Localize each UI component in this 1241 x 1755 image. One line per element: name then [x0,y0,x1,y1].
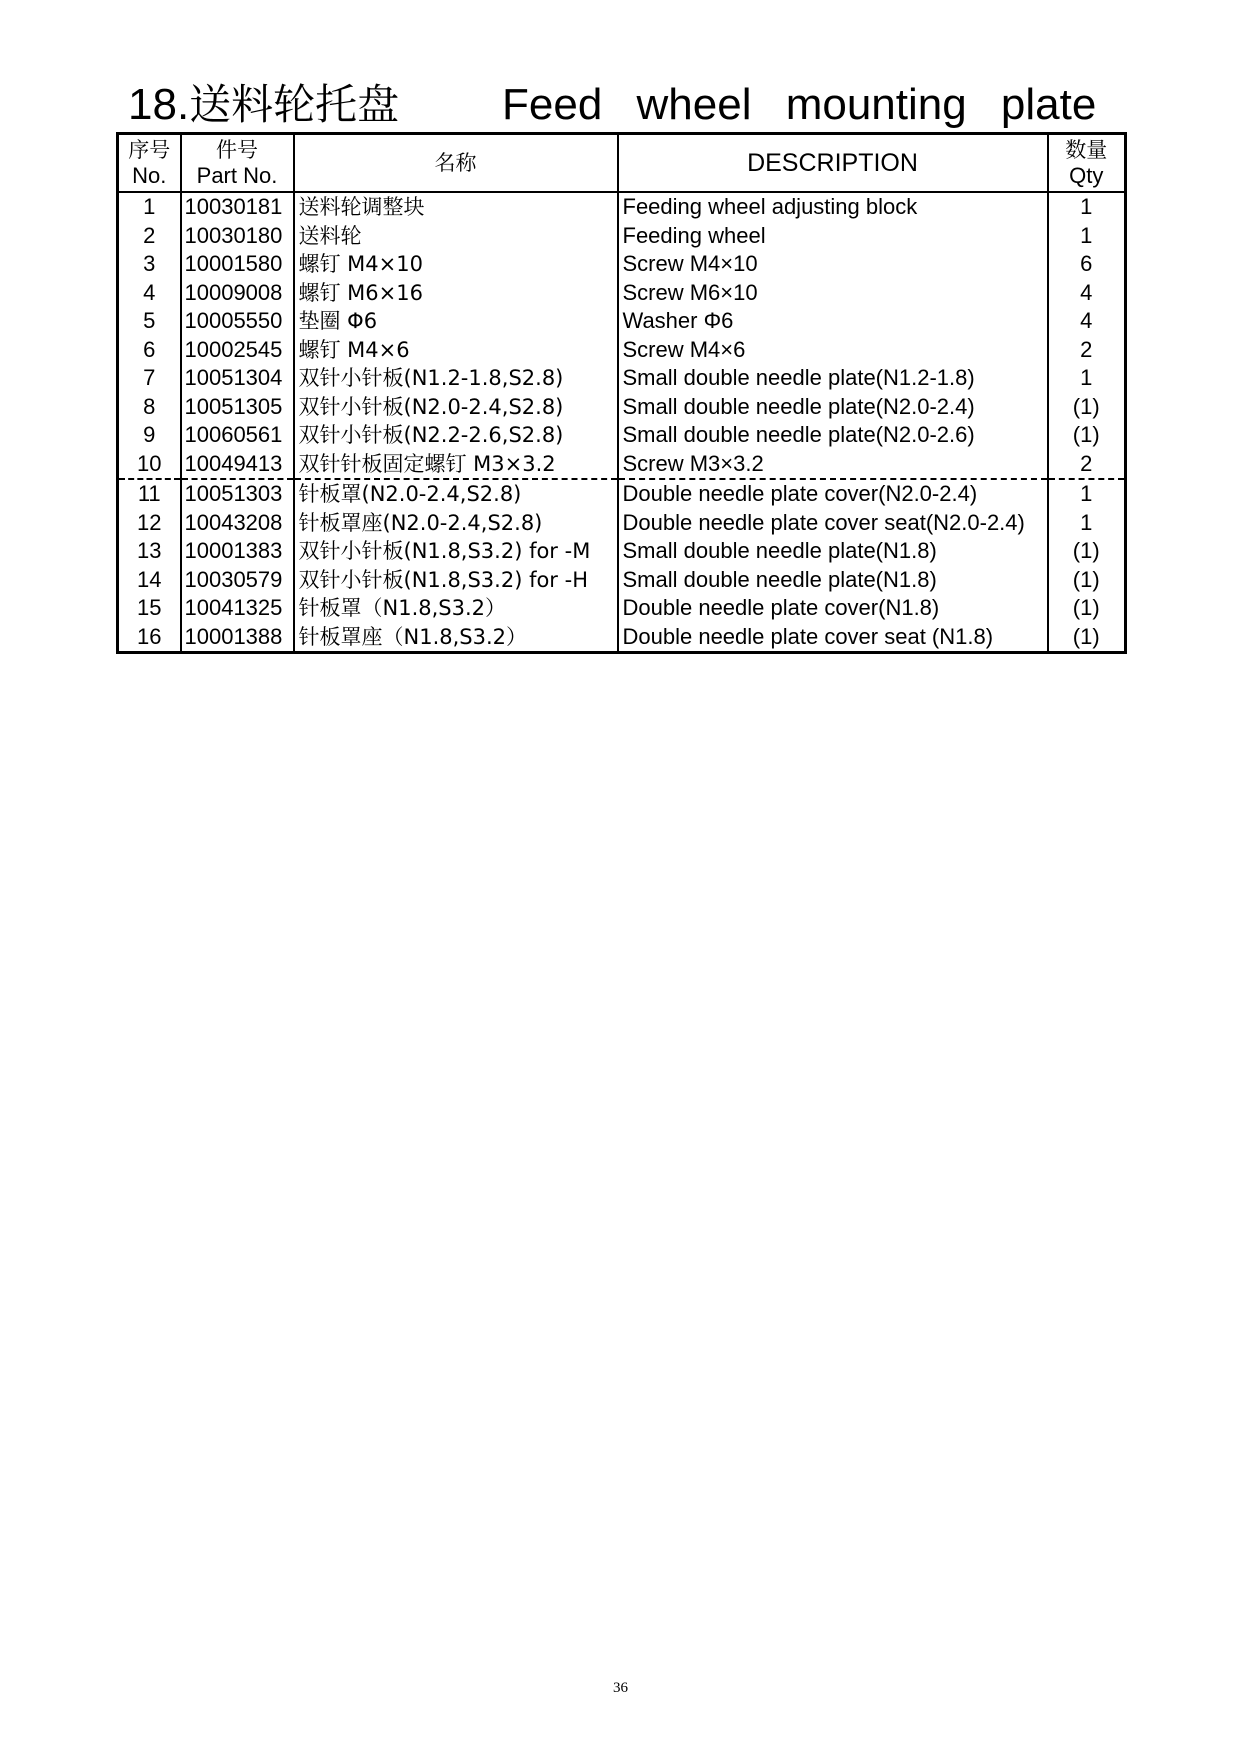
part-number: 10001388 [181,623,294,653]
part-name-zh: 螺钉 M6×16 [294,279,618,308]
part-description: Feeding wheel [618,222,1048,251]
quantity: (1) [1048,393,1126,422]
col-header-no [118,134,181,193]
part-number: 10001580 [181,250,294,279]
col-header-part-no-en: Part No. [196,163,278,188]
row-number: 1 [118,192,181,222]
row-number: 16 [118,623,181,653]
part-number: 10030181 [181,192,294,222]
part-number: 10051304 [181,364,294,393]
part-name-zh: 双针针板固定螺钉 M3×3.2 [294,450,618,480]
part-name-zh: 送料轮调整块 [294,192,618,222]
quantity: 6 [1048,250,1126,279]
table-row [118,421,1126,450]
table-row [118,479,1126,509]
quantity: 1 [1048,192,1126,222]
table-row [118,307,1126,336]
row-number: 15 [118,594,181,623]
part-number: 10001383 [181,537,294,566]
col-header-no-zh: 序号 [128,138,171,162]
part-description: Screw M3×3.2 [618,450,1048,480]
part-description: Small double needle plate(N1.8) [618,537,1048,566]
part-number: 10005550 [181,307,294,336]
col-header-description: DESCRIPTION [618,134,1048,193]
part-description: Screw M4×6 [618,336,1048,365]
part-number: 10030579 [181,566,294,595]
row-number: 10 [118,450,181,480]
part-description: Small double needle plate(N1.2-1.8) [618,364,1048,393]
row-number: 6 [118,336,181,365]
row-number: 11 [118,479,181,509]
part-name-zh: 双针小针板(N2.0-2.4,S2.8) [294,393,618,422]
part-name-zh: 双针小针板(N1.8,S3.2) for -M [294,537,618,566]
quantity: 4 [1048,279,1126,308]
table-row [118,537,1126,566]
quantity: 2 [1048,450,1126,480]
part-description: Washer Φ6 [618,307,1048,336]
table-row [118,222,1126,251]
page-title [128,80,1128,130]
title-number: 18. [128,80,190,129]
table-row [118,364,1126,393]
quantity: (1) [1048,623,1126,653]
table-row [118,250,1126,279]
part-number: 10051305 [181,393,294,422]
part-name-zh: 针板罩座(N2.0-2.4,S2.8) [294,509,618,538]
table-row [118,192,1126,222]
quantity: (1) [1048,594,1126,623]
part-name-zh: 螺钉 M4×10 [294,250,618,279]
col-header-part-no [181,134,294,193]
part-description: Double needle plate cover(N2.0-2.4) [618,479,1048,509]
part-name-zh: 针板罩(N2.0-2.4,S2.8) [294,479,618,509]
quantity: (1) [1048,566,1126,595]
part-name-zh: 送料轮 [294,222,618,251]
col-header-name [294,134,618,193]
table-row [118,450,1126,480]
table-row [118,509,1126,538]
part-description: Screw M6×10 [618,279,1048,308]
part-number: 10030180 [181,222,294,251]
part-description: Small double needle plate(N1.8) [618,566,1048,595]
row-number: 12 [118,509,181,538]
table-row [118,279,1126,308]
part-name-zh: 螺钉 M4×6 [294,336,618,365]
quantity: 2 [1048,336,1126,365]
part-name-zh: 双针小针板(N1.8,S3.2) for -H [294,566,618,595]
part-name-zh: 双针小针板(N1.2-1.8,S2.8) [294,364,618,393]
row-number: 9 [118,421,181,450]
col-header-name-zh: 名称 [434,151,477,175]
row-number: 7 [118,364,181,393]
col-header-qty-zh: 数量 [1065,138,1108,162]
part-description: Feeding wheel adjusting block [618,192,1048,222]
part-number: 10043208 [181,509,294,538]
page-number: 36 [613,1680,628,1696]
part-number: 10051303 [181,479,294,509]
table-row [118,336,1126,365]
part-name-zh: 双针小针板(N2.2-2.6,S2.8) [294,421,618,450]
row-number: 2 [118,222,181,251]
parts-table [116,132,1127,654]
quantity: 1 [1048,479,1126,509]
col-header-part-no-zh: 件号 [216,138,258,162]
quantity: 1 [1048,364,1126,393]
table-header [118,134,1126,193]
quantity: 4 [1048,307,1126,336]
col-header-qty-en: Qty [1069,163,1104,188]
quantity: (1) [1048,537,1126,566]
table-row [118,566,1126,595]
quantity: 1 [1048,222,1126,251]
part-name-zh: 针板罩（N1.8,S3.2） [294,594,618,623]
part-number: 10049413 [181,450,294,480]
part-name-zh: 针板罩座（N1.8,S3.2） [294,623,618,653]
part-description: Small double needle plate(N2.0-2.4) [618,393,1048,422]
table-row [118,594,1126,623]
row-number: 13 [118,537,181,566]
part-description: Double needle plate cover seat (N1.8) [618,623,1048,653]
quantity: 1 [1048,509,1126,538]
title-en: Feed wheel mounting plate [502,80,1097,129]
table-body [118,192,1126,653]
part-name-zh: 垫圈 Φ6 [294,307,618,336]
row-number: 5 [118,307,181,336]
col-header-no-en: No. [132,163,167,188]
row-number: 3 [118,250,181,279]
table-row [118,393,1126,422]
part-number: 10002545 [181,336,294,365]
quantity: (1) [1048,421,1126,450]
row-number: 4 [118,279,181,308]
col-header-qty [1048,134,1126,193]
table-row [118,623,1126,653]
part-description: Small double needle plate(N2.0-2.6) [618,421,1048,450]
part-number: 10041325 [181,594,294,623]
part-number: 10060561 [181,421,294,450]
part-description: Screw M4×10 [618,250,1048,279]
part-description: Double needle plate cover seat(N2.0-2.4) [618,509,1048,538]
part-description: Double needle plate cover(N1.8) [618,594,1048,623]
part-number: 10009008 [181,279,294,308]
row-number: 8 [118,393,181,422]
title-zh: 送料轮托盘 [189,80,400,129]
row-number: 14 [118,566,181,595]
